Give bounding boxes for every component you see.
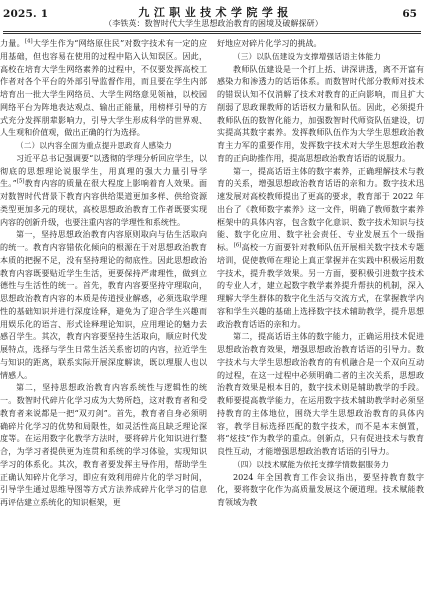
paragraph-text: 习近平总书记强调要“以透彻的学理分析回应学生，以彻底的思想理论说服学生，用真理的强大力量引导学生。”: [0, 153, 207, 189]
issue-label: 2025. 1: [3, 8, 49, 20]
paragraph-text: 高校一方面要针对教师队伍开展相关数字技术专题培训，促使教师在理论上真正掌握并在实践中积极运用数字技术，提升教学效果。另一方面，要积极引进数字技术的专业人才，建立起数字教学素养提升帮扶的机制，深入理解大学生群体的数字化生活与交流方式，在掌握教学内容和学生兴趣的基础上选择数字技术辅助教学，提升思想政治教育话语的亲和力。: [217, 243, 425, 329]
section-heading: [217, 51, 424, 64]
body-paragraph: [217, 38, 424, 51]
paragraph-text: 第二，坚持思想政治教育内容系统性与逻辑性的统一。数智时代碎片化学习成为大势所趋，这对教育者和受教育者来说都是一把“双刃剑”。首先，教育者自身必须明确碎片化学习的优势和局限性，如灵活性高且缺乏理论深度等。在运用数字化教学方法时，要将碎片化知识进行整合，为学习者提供更为连贯和系统的学习体验，实现知识学习的体系化。其次，教育者要发挥主导作用，帮助学生正确认知碎片化学习，即应有效利用碎片化的学习时间，引导学生通过思维导图等方式方法养成碎片化学习的信息再评估建立系统化的知识框架，更: [0, 383, 207, 507]
body-paragraph: [217, 331, 424, 459]
paragraph-text: 2024 年全国教育工作会议指出，要坚持教育数字化，要将数字化作为高质量发展这个硬道理。技术赋能教育领域为教: [217, 472, 424, 507]
body-paragraph: [0, 38, 207, 140]
paragraph-text: 教育内容的质量在很大程度上影响着育人效果。面对数智时代背景下教育内容供给渠道更加多样、供给资源类型更加多元的现状，高校思想政治教育工作者既要实现内容的创新升级，也要注重内容的学理性和系统性。: [0, 179, 208, 227]
paragraph-text: （二）以内容全面为重点提升思政育人感染力: [16, 141, 172, 150]
running-head: （李铁英：数智时代大学生思想政治教育的困境及破解探研）: [104, 19, 323, 28]
paragraph-text: （三）以队伍建设为支撑增强话语主体能力: [233, 51, 382, 61]
paragraph-text: 教师队伍建设是一个打上括、讲深讲透，离不开富有感染力和渗透力的话语体系。而数智时代部分教师对技术的错误认知不仅消解了技术对教育的正向影响，而且扩大削弱了思政课教师的话语权力量和队伍。因此，必须提升教师队伍的数智化能力，加强数智时代师资队伍建设，切实提高其数字素养。发挥教师队伍作为大学生思想政治教育主力军的重要作用，发挥数字技术对大学生思想政治教育的正向助推作用，提高思想政治教育话语的说服力。: [217, 64, 424, 163]
body-paragraph: [217, 166, 424, 332]
body-paragraph: [0, 229, 207, 382]
header-rule-thin: [3, 33, 421, 34]
left-column: [0, 38, 207, 510]
paragraph-text: 第二，提高话语主体的数字能力，正确运用技术促进思想政治教育效果，增强思想政治教育话语的引导力。数字技术与大学生思想政治教育的有机融合是一个双向互动的过程，在这一过程中必须明确二者的主次关系，思想政治教育效果是根本目的，数字技术则是辅助教学的手段。教师要提高教学能力，在运用数字技术辅助教学时必须坚持教育的主体地位，围绕大学生思想政治教育的具体内容，教学目标选择匹配的数字技术，而不是本末倒置，将“炫技”作为教学的重点。创新点，只有促进技术与教育良性互动，才能增强思想政治教育话语的引导力。: [217, 332, 424, 456]
section-heading: [217, 459, 424, 472]
paragraph-text: 第一，坚持思想政治教育内容原则取向与估生活取向的统一。教育内容错依化倾向的根源在于对思想政治教育本质的把握不足，没有坚持理论的彻底性。因此思想政治教育内容既要贴近学生生活，更要保持严肃理性，做到立德性与生活性的统一。首先，教育内容要坚持守理取向，思想政治教育内容的本质是传道授业解惑，必须选取学理性的基础知识并进行深度诠释，避免为了迎合学生兴趣而用娱乐化的语言、形式诠释理论知识，应用理论的魅力去感召学生。其次，教育内容要坚持生活取向，顺应时代发展特点，选择与学生日常生活关系密切的内容，拉近学生与知识的距离，联系实际开展深度解读，既以理服人也以情感人。: [0, 230, 207, 380]
paragraph-text: 好地应对碎片化学习的挑战。: [217, 39, 322, 48]
paragraph-text: 大学生作为“网络原住民”对数字技术有一定的应用基础，但也容易在使用的过程中陷入认知误区。因此，高校在培育大学生网络素养的过程中，不仅要发挥高校工作者对各个平台的外部引导监督作用，而且要在学生内部培育出一批大学生网络员、大学生网络意见领袖，以校园网络平台为阵地表达观点、输出正能量，用榜样引导的方式充分发挥朋辈影响力，引导大学生形成科学的世界观、人生观和价值观，做出正确的行为选择。: [0, 39, 208, 138]
citation-marker: [6]: [233, 242, 242, 249]
body-paragraph: [0, 153, 207, 230]
body-paragraph: [217, 64, 424, 166]
citation-marker: [4]: [24, 38, 33, 45]
body-paragraph: [217, 472, 424, 510]
paragraph-text: 第一，提高话语主体的数字素养，正确理解技术与教育的关系，增强思想政治教育话语的亲和力。数字技术迅速发展对高校教师提出了更高的要求，教育部于 2022 年出台了《教师数字素养》这一文件，明确了教师数字素养框架中的具体内容，包含数字化意识、数字技术知识与技能、数字化应用、数字社会责任、专业发展五个一级指标。: [217, 166, 424, 252]
paragraph-text: 力量。: [0, 39, 25, 48]
page-number: 65: [402, 8, 417, 20]
body-paragraph: [0, 382, 207, 510]
paragraph-text: （四）以技术赋能为依托支撑学情数据服务力: [233, 459, 389, 469]
header-rule: [3, 31, 421, 32]
right-column: [217, 38, 424, 510]
section-heading: [0, 140, 207, 153]
journal-title: 九 江 职 业 技 术 学 院 学 报: [138, 6, 289, 19]
citation-marker: [5]: [16, 178, 25, 185]
